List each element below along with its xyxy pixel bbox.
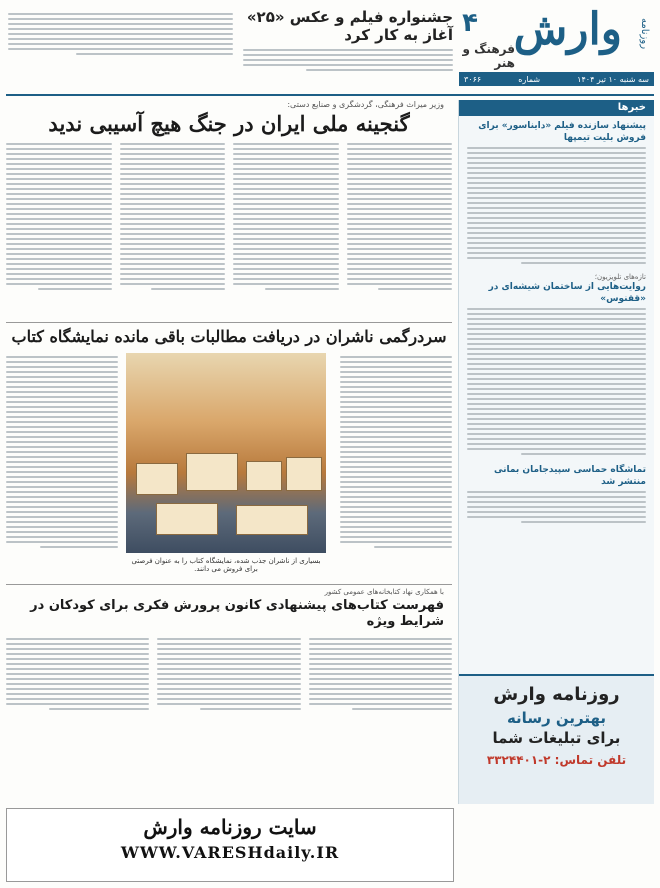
news-item-title: تماشگاه حماسی سپیدجامان بمانی منتشر شد [494, 465, 646, 487]
childrens-books-body [6, 635, 452, 713]
book-fair-body-right [340, 353, 452, 551]
ad-line-2: بهترین رسانه [506, 709, 607, 727]
logo-sub: روزنامه [639, 18, 650, 50]
childrens-books-kicker: با همکاری نهاد کتابخانه‌های عمومی کشور [324, 588, 444, 596]
news-item-body [467, 491, 646, 523]
book-fair-title[interactable]: سردرگمی ناشران در دریافت مطالبات باقی مانده نمایشگاه کتاب [11, 327, 447, 346]
news-item-body [467, 308, 646, 455]
sidebar-header: خبرها [459, 100, 654, 116]
news-item[interactable] [459, 269, 654, 460]
lead-title[interactable]: گنجینه ملی ایران در جنگ هیچ آسیبی ندید [48, 111, 410, 136]
website-banner[interactable] [6, 808, 454, 882]
news-item-title: روایت‌هایی از ساختمان شیشه‌ای در «ققنوس» [488, 282, 646, 304]
website-banner-title: سایت روزنامه وارش [143, 815, 317, 839]
book-fair-body-left [6, 353, 118, 551]
top-story-title: جشنواره فیلم و عکس «۲۵» آغاز به کار کرد [246, 8, 453, 44]
news-sidebar [458, 100, 654, 804]
page-number: ۴ [462, 8, 478, 38]
issue-number: ۳۰۶۶ [464, 74, 482, 84]
book-fair-photo [126, 353, 326, 553]
issue-label: شماره [518, 74, 541, 84]
issue-date: سه شنبه ۱۰ تیر ۱۴۰۴ [577, 74, 649, 84]
lead-article [6, 100, 452, 316]
childrens-books-article [6, 584, 452, 805]
lead-body [6, 140, 452, 316]
news-item[interactable] [459, 116, 654, 269]
section-title: فرهنگ و هنر [462, 42, 515, 70]
masthead [0, 0, 660, 98]
ad-line-3: برای تبلیغات شما [492, 729, 621, 747]
news-item-kicker: تازه‌های تلویزیون؛ [594, 273, 646, 281]
top-story-body-2 [8, 10, 233, 58]
logo-word: وارش [513, 4, 622, 55]
photo-caption: بسیاری از ناشران جذب شده، نمایشگاه کتاب را به عنوان فرصتی برای فروش می دانند. [131, 557, 321, 573]
lead-kicker: وزیر میراث فرهنگی، گردشگری و صنایع دستی: [287, 100, 444, 109]
website-url[interactable]: WWW.VARESHdaily.IR [120, 843, 340, 862]
ad-phone: تلفن تماس: ۲-۳۳۲۴۴۰۱ [486, 753, 627, 767]
dateline [459, 72, 654, 86]
top-rule [6, 94, 654, 96]
ad-line-1: روزنامه وارش [493, 684, 620, 705]
news-item[interactable] [459, 460, 654, 528]
top-story-body [243, 46, 453, 74]
news-item-body [467, 147, 646, 264]
top-story [8, 2, 453, 92]
advertisement-box[interactable] [459, 674, 654, 804]
childrens-books-title[interactable]: فهرست کتاب‌های پیشنهادی کانون پرورش فکری برای کودکان در شرایط ویژه [30, 598, 444, 629]
book-fair-article [6, 322, 452, 581]
news-item-title: پیشنهاد سازنده فیلم «دایناسور» برای فروش بلیت تیمپها [478, 121, 646, 143]
